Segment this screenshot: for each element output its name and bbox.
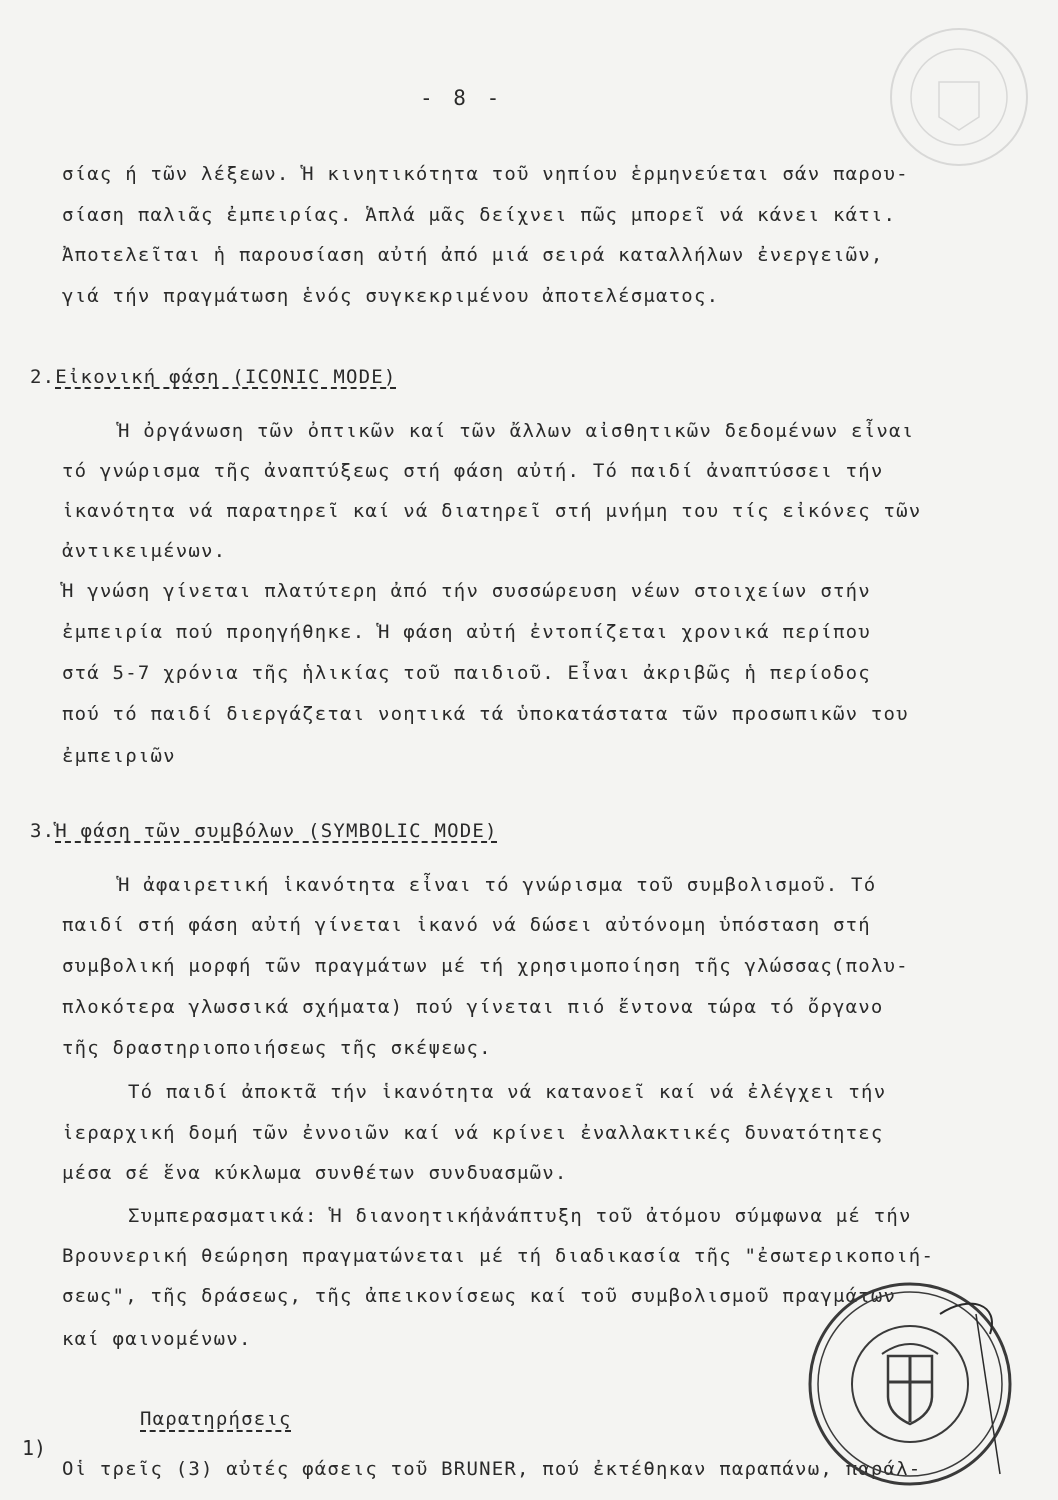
section-number: 2. (30, 366, 56, 388)
section-title: Ἡ φάση τῶν συμβόλων (SYMBOLIC MODE) (55, 820, 498, 842)
official-seal-stamp (800, 1274, 1020, 1494)
text-line: πλοκότερα γλωσσικά σχήματα) πού γίνεται πιό ἔντονα τώρα τό ὄργανο (62, 996, 884, 1018)
text-line: τῆς δραστηριοποιήσεως τῆς σκέψεως. (62, 1037, 492, 1059)
text-line: σίας ή τῶν λέξεων. Ἡ κινητικότητα τοῦ νηπίου ἑρμηνεύεται σάν παρου- (62, 163, 909, 185)
text-line: Τό παιδί ἀποκτᾶ τήν ἱκανότητα νά κατανοεῖ καί νά ἐλέγχει τήν (128, 1081, 887, 1103)
page-number: - 8 - (420, 86, 504, 110)
text-line: ἐμπειριῶν (62, 745, 176, 767)
section-title: Εἰκονική φάση (ICONIC MODE) (55, 366, 397, 388)
text-line: Ἡ γνώση γίνεται πλατύτερη ἀπό τήν συσσώρευση νέων στοιχείων στήν (62, 580, 871, 602)
text-line: ἐμπειρία πού προηγήθηκε. Ἡ φάση αὐτή ἐντοπίζεται χρονικά περίπου (62, 621, 871, 643)
text-line: σίαση παλιᾶς ἐμπειρίας. Ἁπλά μᾶς δείχνει πῶς μπορεῖ νά κάνει κάτι. (62, 204, 897, 226)
text-line: καί φαινομένων. (62, 1328, 252, 1350)
text-line: ἱεραρχική δομή τῶν ἐννοιῶν καί νά κρίνει ἐναλλακτικές δυνατότητες (62, 1122, 884, 1144)
text-line: ἀντικειμένων. (62, 540, 227, 562)
text-line: πού τό παιδί διεργάζεται νοητικά τά ὑποκατάστατα τῶν προσωπικῶν του (62, 703, 909, 725)
text-line: Ἀποτελεῖται ἡ παρουσίαση αὐτή ἀπό μιά σειρά καταλλήλων ἐνεργειῶν, (62, 244, 884, 266)
text-line: Ἡ ὀργάνωση τῶν ὀπτικῶν καί τῶν ἄλλων αἰσθητικῶν δεδομένων εἶναι (118, 420, 915, 442)
text-line: Συμπερασματικά: Ἡ διανοητικήἀνάπτυξη τοῦ ἀτόμου σύμφωνα μέ τήν (128, 1205, 912, 1227)
section-number: 3. (30, 820, 56, 842)
notes-heading: Παρατηρήσεις (140, 1408, 292, 1430)
text-line: συμβολική μορφή τῶν πραγμάτων μέ τή χρησιμοποίηση τῆς γλώσσας(πολυ- (62, 955, 909, 977)
section-2-heading (30, 366, 397, 388)
note-text-line: Οἱ τρεῖς (3) αὐτές φάσεις τοῦ BRUNER, πού ἐκτέθηκαν παραπάνω, παράλ- (62, 1458, 922, 1480)
text-line: γιά τήν πραγμάτωση ἑνός συγκεκριμένου ἀποτελέσματος. (62, 285, 720, 307)
text-line: ἱκανότητα νά παρατηρεῖ καί νά διατηρεῖ στή μνήμη του τίς εἰκόνες τῶν (62, 500, 922, 522)
text-line: μέσα σέ ἕνα κύκλωμα συνθέτων συνδυασμῶν. (62, 1162, 568, 1184)
text-line: στά 5-7 χρόνια τῆς ἡλικίας τοῦ παιδιοῦ. Εἶναι ἀκριβῶς ἡ περίοδος (62, 662, 871, 684)
section-3-heading (30, 820, 498, 842)
text-line: παιδί στή φάση αὐτή γίνεται ἱκανό νά δώσει αὐτόνομη ὑπόσταση στή (62, 914, 871, 936)
text-line: Βρουνερική θεώρηση πραγματώνεται μέ τή διαδικασία τῆς "ἐσωτερικοποιή- (62, 1245, 935, 1267)
text-line: τό γνώρισμα τῆς ἀναπτύξεως στή φάση αὐτή. Τό παιδί ἀναπτύσσει τήν (62, 460, 884, 482)
text-line: σεως", τῆς δράσεως, τῆς ἀπεικονίσεως καί τοῦ συμβολισμοῦ πραγμάτων (62, 1285, 897, 1307)
note-number: 1) (22, 1436, 47, 1460)
text-line: Ἡ ἀφαιρετική ἱκανότητα εἶναι τό γνώρισμα τοῦ συμβολισμοῦ. Τό (118, 874, 877, 896)
faint-seal-showthrough (884, 22, 1034, 172)
